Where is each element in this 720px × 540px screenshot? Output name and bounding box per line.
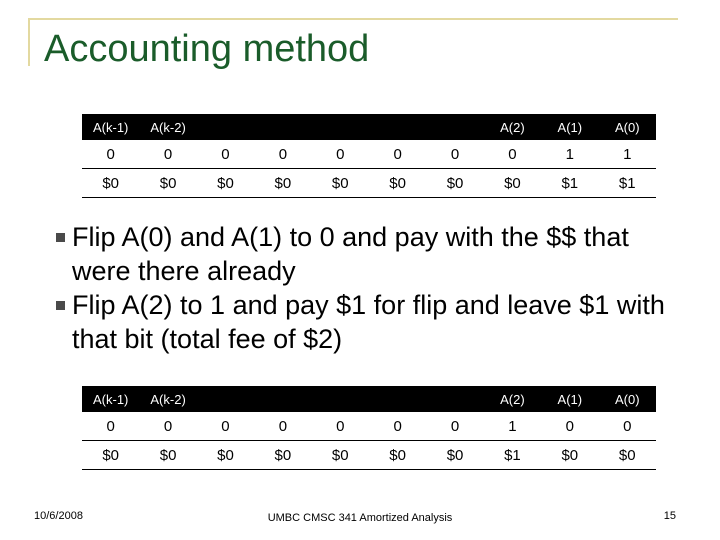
credit-cell: $0 [197, 169, 254, 198]
header-cell [197, 114, 254, 140]
bit-cell: 0 [254, 140, 311, 169]
square-bullet-icon [56, 301, 65, 310]
bit-cell: 0 [426, 140, 483, 169]
credit-cell: $0 [139, 169, 196, 198]
credit-cell: $0 [197, 441, 254, 470]
header-cell: A(k-2) [139, 386, 196, 412]
credit-cell: $0 [254, 169, 311, 198]
credit-cell: $0 [82, 441, 139, 470]
credit-cell: $1 [541, 169, 598, 198]
credit-cell: $0 [541, 441, 598, 470]
bit-cell: 0 [541, 412, 598, 441]
square-bullet-icon [56, 233, 65, 242]
credit-cell: $0 [426, 441, 483, 470]
bit-cell: 0 [484, 140, 541, 169]
bit-cell: 0 [197, 140, 254, 169]
credit-cell: $0 [484, 169, 541, 198]
bit-cell: 0 [312, 412, 369, 441]
bit-table-after [82, 386, 656, 470]
credit-cell: $0 [312, 441, 369, 470]
header-cell [197, 386, 254, 412]
header-cell: A(k-1) [82, 114, 139, 140]
page-number: 15 [663, 510, 676, 522]
bit-row [82, 412, 656, 441]
header-cell [426, 114, 483, 140]
title-frame-top [28, 18, 678, 20]
credit-cell: $0 [599, 441, 656, 470]
credit-cell: $1 [599, 169, 656, 198]
credit-cell: $0 [254, 441, 311, 470]
header-cell: A(0) [599, 114, 656, 140]
header-cell [426, 386, 483, 412]
header-cell: A(0) [599, 386, 656, 412]
credit-cell: $0 [82, 169, 139, 198]
header-cell [254, 386, 311, 412]
credit-cell: $0 [369, 441, 426, 470]
bit-cell: 0 [197, 412, 254, 441]
footer-title: UMBC CMSC 341 Amortized Analysis [267, 512, 453, 524]
bit-row [82, 140, 656, 169]
bullet-item [56, 220, 676, 288]
bullet-text: Flip A(0) and A(1) to 0 and pay with the $$ that were there already [72, 222, 629, 286]
bit-table-before [82, 114, 656, 198]
credit-cell: $1 [484, 441, 541, 470]
table-header-row [82, 386, 656, 412]
bit-cell: 0 [312, 140, 369, 169]
credit-cell: $0 [139, 441, 196, 470]
bit-cell: 0 [254, 412, 311, 441]
credit-row [82, 441, 656, 470]
table-header-row [82, 114, 656, 140]
credit-cell: $0 [312, 169, 369, 198]
bullet-item [56, 288, 676, 356]
header-cell: A(k-1) [82, 386, 139, 412]
bit-cell: 0 [599, 412, 656, 441]
header-cell [254, 114, 311, 140]
bit-cell: 0 [139, 412, 196, 441]
credit-cell: $0 [426, 169, 483, 198]
bit-cell: 0 [426, 412, 483, 441]
header-cell: A(k-2) [139, 114, 196, 140]
header-cell [369, 386, 426, 412]
bit-cell: 0 [369, 412, 426, 441]
credit-row [82, 169, 656, 198]
footer-date: 10/6/2008 [34, 510, 83, 522]
bit-cell: 1 [484, 412, 541, 441]
header-cell: A(1) [541, 386, 598, 412]
bullet-list [56, 220, 676, 356]
header-cell [312, 386, 369, 412]
title-frame-left [28, 18, 30, 66]
bit-cell: 0 [369, 140, 426, 169]
credit-cell: $0 [369, 169, 426, 198]
bit-cell: 1 [541, 140, 598, 169]
header-cell: A(2) [484, 386, 541, 412]
bullet-text: Flip A(2) to 1 and pay $1 for flip and leave $1 with that bit (total fee of $2) [72, 290, 665, 354]
bit-cell: 0 [139, 140, 196, 169]
slide-title: Accounting method [44, 28, 370, 70]
header-cell: A(2) [484, 114, 541, 140]
header-cell [369, 114, 426, 140]
bit-cell: 0 [82, 412, 139, 441]
bit-cell: 0 [82, 140, 139, 169]
header-cell [312, 114, 369, 140]
bit-cell: 1 [599, 140, 656, 169]
header-cell: A(1) [541, 114, 598, 140]
